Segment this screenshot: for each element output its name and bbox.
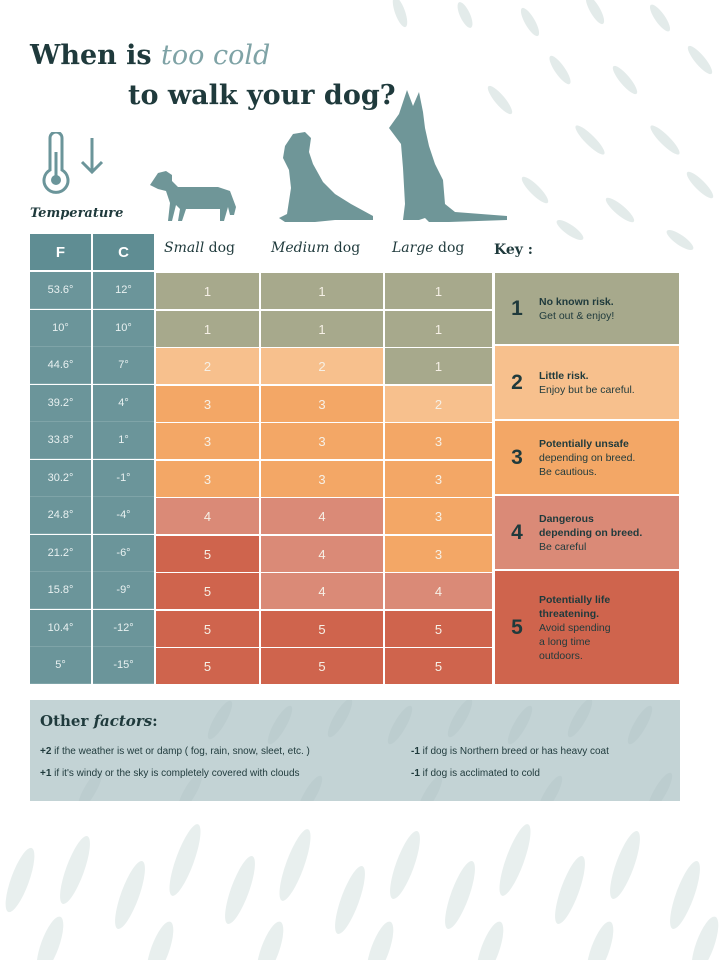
key-level-3	[494, 420, 680, 495]
large-dog-risk-cell: 1	[384, 347, 493, 385]
medium-dog-risk-cell: 3	[260, 385, 384, 423]
celsius-cell: -12°	[93, 610, 154, 647]
factor-text: if the weather is wet or damp ( fog, rain, snow, sleet, etc. )	[51, 746, 310, 757]
medium-dog-header-suffix: dog	[329, 240, 361, 256]
large-dog-risk-cell: 5	[384, 610, 493, 648]
medium-dog-risk-cell: 1	[260, 310, 384, 348]
fahrenheit-cell: 39.2°	[30, 385, 91, 422]
celsius-header: C	[93, 234, 154, 270]
key-level-line: outdoors.	[539, 649, 583, 662]
large-dog-risk-cell: 3	[384, 497, 493, 535]
celsius-cell: 4°	[93, 385, 154, 422]
other-factors-title-emphasis: factors	[93, 712, 153, 730]
small-dog-risk-cell: 5	[155, 610, 260, 648]
key-header: Key :	[494, 242, 533, 258]
celsius-cell: 7°	[93, 347, 154, 384]
small-dog-risk-cell: 3	[155, 422, 260, 460]
key-level-title: Potentially life	[539, 593, 611, 606]
factor-item	[411, 768, 540, 779]
key-level-line: Get out & enjoy!	[539, 309, 615, 322]
key-level-number: 2	[511, 370, 523, 394]
small-dog-risk-cell: 5	[155, 535, 260, 573]
title-emphasis: too cold	[161, 40, 271, 71]
medium-dog-risk-cell: 4	[260, 497, 384, 535]
celsius-cell: -4°	[93, 497, 154, 534]
medium-dog-risk-cell: 5	[260, 610, 384, 648]
key-level-5	[494, 570, 680, 685]
key-level-1	[494, 272, 680, 345]
factor-item	[411, 746, 609, 757]
other-factors-title-prefix: Other	[40, 712, 94, 730]
factor-text: if dog is acclimated to cold	[419, 768, 540, 779]
medium-dog-risk-cell: 2	[260, 347, 384, 385]
factor-modifier: +2	[40, 746, 52, 757]
small-dog-risk-cell: 4	[155, 497, 260, 535]
fahrenheit-cell: 21.2°	[30, 535, 91, 572]
other-factors-title-suffix: :	[152, 712, 158, 730]
large-dog-icon	[385, 88, 510, 224]
factor-text: if it's windy or the sky is completely covered with clouds	[51, 768, 300, 779]
small-dog-risk-cell: 3	[155, 460, 260, 498]
medium-dog-header	[271, 240, 360, 256]
page-title	[30, 36, 396, 116]
large-dog-header-name: Large	[392, 240, 434, 256]
celsius-cell: 1°	[93, 422, 154, 459]
key-level-description	[539, 295, 614, 323]
factor-modifier: -1	[411, 768, 420, 779]
celsius-cell: -9°	[93, 572, 154, 609]
title-line-2: to walk your dog?	[128, 80, 396, 111]
medium-dog-risk-cell: 4	[260, 535, 384, 573]
fahrenheit-cell: 10.4°	[30, 610, 91, 647]
medium-dog-risk-cell: 3	[260, 460, 384, 498]
key-level-description	[539, 369, 635, 397]
key-level-line: Enjoy but be careful.	[539, 383, 635, 396]
small-dog-risk-cell: 5	[155, 647, 260, 685]
medium-dog-icon	[275, 130, 377, 226]
key-level-title: Dangerous	[539, 512, 594, 525]
fahrenheit-cell: 30.2°	[30, 460, 91, 497]
temperature-label: Temperature	[30, 206, 124, 221]
small-dog-icon	[148, 165, 240, 227]
small-dog-risk-cell: 1	[155, 310, 260, 348]
small-dog-risk-cell: 3	[155, 385, 260, 423]
key-level-description	[539, 512, 642, 554]
large-dog-risk-cell: 4	[384, 572, 493, 610]
key-level-line: depending on breed.	[539, 526, 643, 539]
fahrenheit-cell: 5°	[30, 647, 91, 684]
fahrenheit-cell: 10°	[30, 310, 91, 347]
key-level-number: 3	[511, 445, 523, 469]
fahrenheit-cell: 15.8°	[30, 572, 91, 609]
key-level-title: Little risk.	[539, 369, 589, 382]
large-dog-risk-cell: 3	[384, 422, 493, 460]
key-level-number: 1	[511, 296, 523, 320]
celsius-cell: -6°	[93, 535, 154, 572]
small-dog-header	[164, 240, 235, 256]
medium-dog-risk-cell: 4	[260, 572, 384, 610]
key-level-number: 4	[511, 520, 523, 544]
fahrenheit-cell: 53.6°	[30, 272, 91, 309]
large-dog-risk-cell: 3	[384, 535, 493, 573]
large-dog-risk-cell: 2	[384, 385, 493, 423]
thermometer-down-icon	[38, 132, 110, 198]
celsius-cell: 10°	[93, 310, 154, 347]
small-dog-risk-cell: 5	[155, 572, 260, 610]
celsius-cell: -15°	[93, 647, 154, 684]
factor-text: if dog is Northern breed or has heavy coat	[419, 746, 609, 757]
key-level-line: a long time	[539, 635, 591, 648]
large-dog-header	[392, 240, 464, 256]
key-level-line: Be cautious.	[539, 465, 597, 478]
key-level-line: depending on breed.	[539, 451, 636, 464]
key-level-description	[539, 593, 611, 663]
key-level-title: Potentially unsafe	[539, 437, 629, 450]
factor-modifier: +1	[40, 768, 52, 779]
title-line-1	[30, 36, 396, 76]
fahrenheit-cell: 33.8°	[30, 422, 91, 459]
factor-item	[40, 768, 300, 779]
key-level-2	[494, 345, 680, 420]
title-prefix: When is	[30, 40, 162, 71]
celsius-cell: -1°	[93, 460, 154, 497]
fahrenheit-header: F	[30, 234, 91, 270]
factor-item	[40, 746, 310, 757]
large-dog-risk-cell: 1	[384, 272, 493, 310]
small-dog-risk-cell: 1	[155, 272, 260, 310]
large-dog-header-suffix: dog	[433, 240, 465, 256]
key-level-4	[494, 495, 680, 570]
key-level-line: threatening.	[539, 607, 600, 620]
medium-dog-risk-cell: 1	[260, 272, 384, 310]
medium-dog-header-name: Medium	[271, 240, 330, 256]
key-level-description	[539, 437, 635, 479]
factor-modifier: -1	[411, 746, 420, 757]
key-level-line: Be careful	[539, 540, 587, 553]
fahrenheit-cell: 24.8°	[30, 497, 91, 534]
key-level-number: 5	[511, 615, 523, 639]
celsius-cell: 12°	[93, 272, 154, 309]
small-dog-risk-cell: 2	[155, 347, 260, 385]
key-level-title: No known risk.	[539, 295, 614, 308]
other-factors-panel	[30, 700, 680, 801]
large-dog-risk-cell: 3	[384, 460, 493, 498]
small-dog-header-name: Small	[164, 240, 205, 256]
large-dog-risk-cell: 5	[384, 647, 493, 685]
key-level-line: Avoid spending	[539, 621, 611, 634]
medium-dog-risk-cell: 3	[260, 422, 384, 460]
large-dog-risk-cell: 1	[384, 310, 493, 348]
fahrenheit-cell: 44.6°	[30, 347, 91, 384]
small-dog-header-suffix: dog	[204, 240, 235, 256]
medium-dog-risk-cell: 5	[260, 647, 384, 685]
other-factors-title	[40, 712, 158, 730]
